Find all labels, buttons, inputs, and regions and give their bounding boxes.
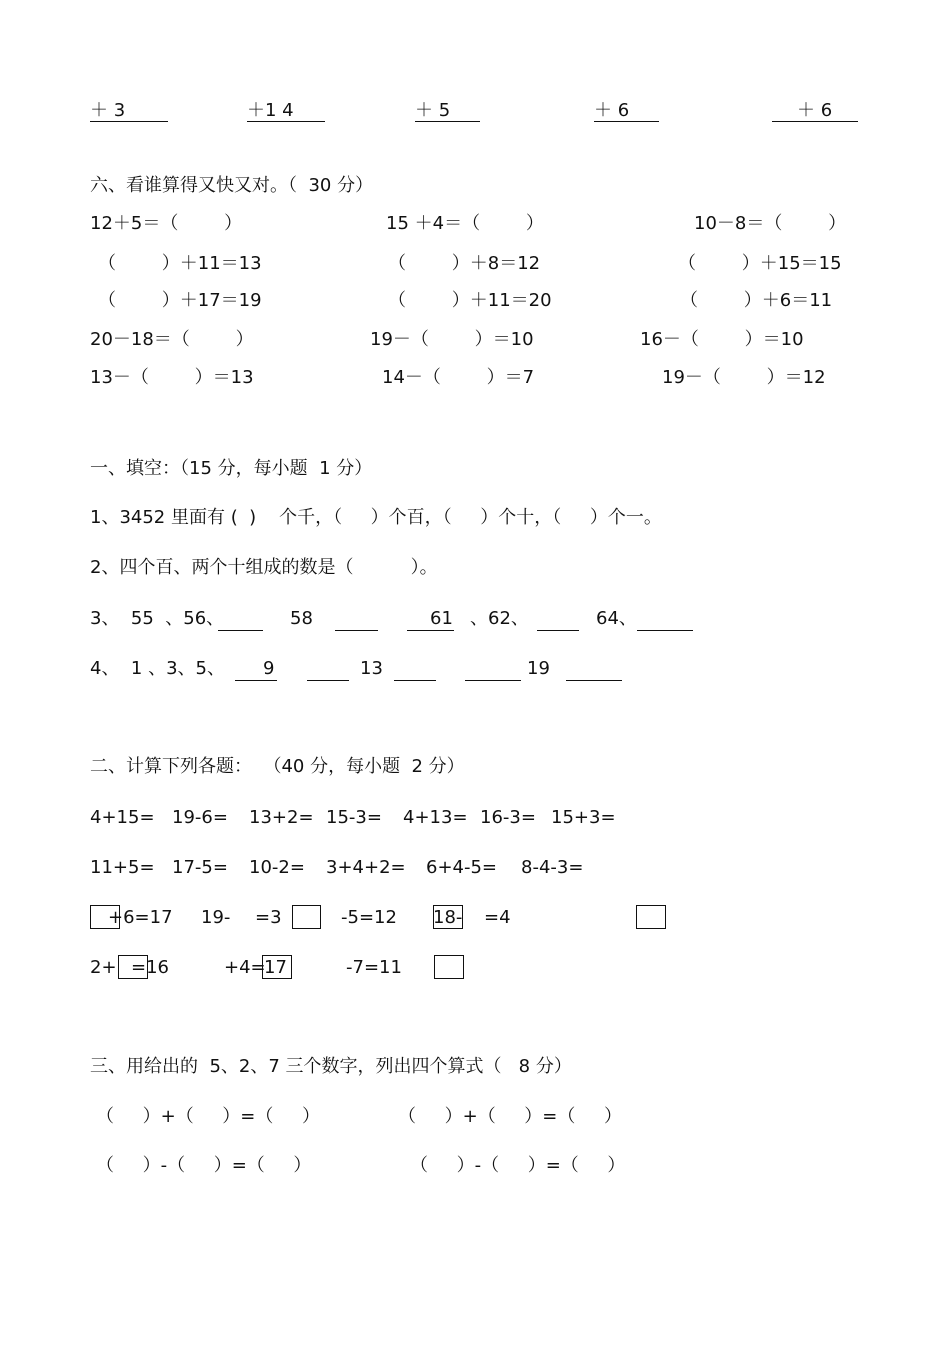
blank-line <box>407 630 454 631</box>
blank-line <box>218 630 263 631</box>
equation: （ ）＋11＝13 <box>98 253 262 274</box>
equation: （ ）＋17＝19 <box>98 290 262 311</box>
blank-line <box>465 680 521 681</box>
calc-item: 4+15= <box>90 807 155 828</box>
equation: 15 ＋4＝（ ） <box>386 213 544 234</box>
expression: （ ）-（ ）=（ ） <box>96 1155 312 1176</box>
calc-item: 19- <box>201 907 231 928</box>
blank-line <box>235 680 277 681</box>
section-title: 二、计算下列各题： （40 分，每小题 2 分） <box>90 756 465 777</box>
calc-item: 3+4+2= <box>326 857 406 878</box>
equation: 14－（ ）＝7 <box>382 367 535 388</box>
answer-line <box>772 121 858 122</box>
calc-item: 6+4-5= <box>426 857 498 878</box>
calc-item: 13+2= <box>249 807 314 828</box>
blank-line <box>335 630 378 631</box>
addend-2: ＋1 4 <box>247 100 294 121</box>
answer-line <box>594 121 659 122</box>
calc-item: =3 <box>255 907 282 928</box>
calc-item: 19-6= <box>172 807 228 828</box>
calc-item: -7=11 <box>346 957 402 978</box>
equation: （ ）＋8＝12 <box>388 253 541 274</box>
blank-line <box>307 680 349 681</box>
expression: （ ）+（ ）=（ ） <box>398 1106 622 1127</box>
equation: 10－8＝（ ） <box>694 213 847 234</box>
answer-box[interactable] <box>292 905 321 929</box>
sequence-value: 64、 <box>596 608 637 629</box>
calc-item: 17 <box>264 957 287 978</box>
calc-item: 17-5= <box>172 857 228 878</box>
blank-line <box>637 630 693 631</box>
calc-item: 18- <box>433 907 463 928</box>
section-title: 六、看谁算得又快又对。（ 30 分） <box>90 175 374 196</box>
answer-line <box>90 121 168 122</box>
answer-box[interactable] <box>434 955 464 979</box>
equation: 20－18＝（ ） <box>90 329 254 350</box>
sequence-value: 19 <box>527 658 550 679</box>
addend-4: ＋ 6 <box>594 100 630 121</box>
equation: 13－（ ）＝13 <box>90 367 254 388</box>
question-3-start: 3、 55 、56、 <box>90 608 225 629</box>
calc-item: 15-3= <box>326 807 382 828</box>
addend-3: ＋ 5 <box>415 100 451 121</box>
calc-item: +4= <box>224 957 266 978</box>
equation: 19－（ ）＝10 <box>370 329 534 350</box>
equation: （ ）＋11＝20 <box>388 290 552 311</box>
calc-item: =4 <box>484 907 511 928</box>
equation: 19－（ ）＝12 <box>662 367 826 388</box>
equation: （ ）＋6＝11 <box>680 290 833 311</box>
sequence-value: 13 <box>360 658 383 679</box>
answer-line <box>415 121 480 122</box>
blank-line <box>394 680 436 681</box>
equation: （ ）＋15＝15 <box>678 253 842 274</box>
question-1: 1、3452 里面有 ( ) 个千，（ ）个百，（ ）个十，（ ）个一。 <box>90 507 662 528</box>
expression: （ ）+（ ）=（ ） <box>96 1106 320 1127</box>
blank-line <box>537 630 579 631</box>
calc-item: -5=12 <box>341 907 397 928</box>
calc-item: =16 <box>131 957 169 978</box>
calc-item: 11+5= <box>90 857 155 878</box>
calc-item: 8-4-3= <box>521 857 584 878</box>
calc-item: 4+13= <box>403 807 468 828</box>
addend-5: ＋ 6 <box>797 100 833 121</box>
answer-line <box>247 121 325 122</box>
sequence-value: 、62、 <box>470 608 529 629</box>
expression: （ ）-（ ）=（ ） <box>410 1155 626 1176</box>
answer-box[interactable] <box>636 905 666 929</box>
calc-item: 10-2= <box>249 857 305 878</box>
sequence-value: 58 <box>290 608 313 629</box>
question-2: 2、四个百、两个十组成的数是（ ）。 <box>90 557 438 578</box>
calc-item: +6=17 <box>108 907 173 928</box>
sequence-value: 61 <box>430 608 453 629</box>
addend-1: ＋ 3 <box>90 100 126 121</box>
calc-item: 15+3= <box>551 807 616 828</box>
calc-item: 2+ <box>90 957 117 978</box>
section-title: 一、填空：（15 分，每小题 1 分） <box>90 458 373 479</box>
sequence-value: 9 <box>263 658 275 679</box>
question-4-start: 4、 1 、3、5、 <box>90 658 225 679</box>
section-title: 三、用给出的 5、2、7 三个数字，列出四个算式（ 8 分） <box>90 1056 572 1077</box>
calc-item: 16-3= <box>480 807 536 828</box>
equation: 16－（ ）＝10 <box>640 329 804 350</box>
equation: 12＋5＝（ ） <box>90 213 243 234</box>
blank-line <box>566 680 622 681</box>
